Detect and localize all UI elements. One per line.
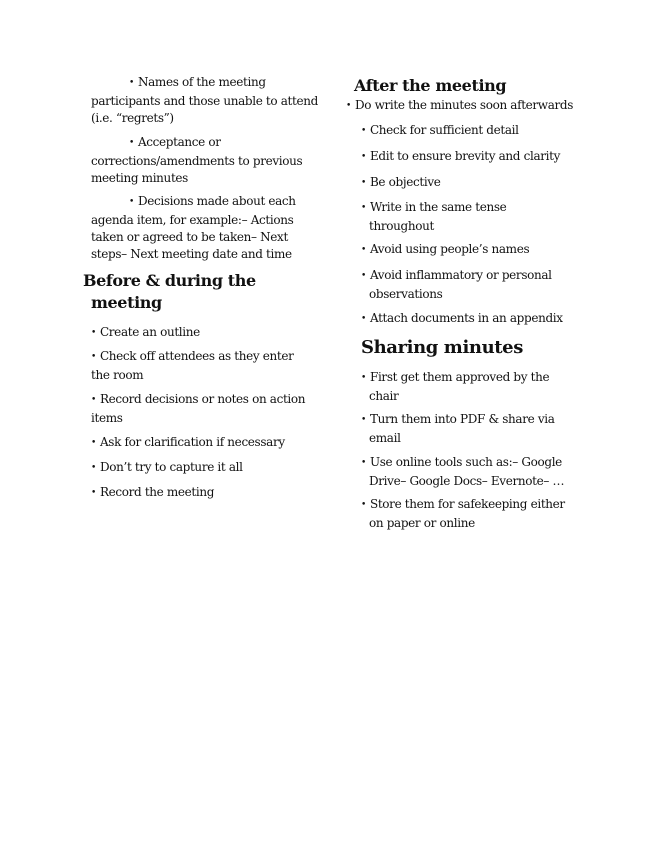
list-item-participants: • Names of the meeting participants and those unable to attend (i.e. “regrets”): [91, 74, 321, 127]
list-item-pdf-share: • Turn them into PDF & share via email: [361, 411, 564, 447]
list-item-objective: • Be objective: [361, 174, 561, 193]
list-item-same-tense: • Write in the same tense throughout: [361, 199, 527, 235]
list-item-sufficient-detail: • Check for sufficient detail: [361, 122, 561, 141]
list-item-write-soon: • Do write the minutes soon afterwards: [346, 97, 586, 116]
list-item-brevity: • Edit to ensure brevity and clarity: [361, 148, 571, 167]
heading-after-meeting: After the meeting: [354, 76, 507, 95]
list-item-check-off: • Check off attendees as they enter the room: [91, 348, 309, 384]
list-item-store-safekeeping: • Store them for safekeeping either on paper or online: [361, 496, 569, 532]
list-item-avoid-names: • Avoid using people’s names: [361, 241, 571, 260]
list-item-record-decisions: • Record decisions or notes on action items: [91, 391, 306, 427]
list-item-attach-documents: • Attach documents in an appendix: [361, 310, 576, 329]
list-item-decisions: • Decisions made about each agenda item, for example:– Actions taken or agreed to be taken– Next steps– Next meeting date and time: [91, 193, 301, 263]
heading-before-during: Before & during the meeting: [83, 271, 256, 312]
list-item-avoid-inflammatory: • Avoid inflammatory or personal observations: [361, 267, 569, 303]
heading-sharing-minutes: Sharing minutes: [361, 337, 523, 358]
list-item-record-meeting: • Record the meeting: [91, 484, 311, 503]
list-item-approved-chair: • First get them approved by the chair: [361, 369, 564, 405]
list-item-clarification: • Ask for clarification if necessary: [91, 434, 311, 453]
list-item-acceptance: • Acceptance or corrections/amendments to previous meeting minutes: [91, 134, 311, 187]
list-item-outline: • Create an outline: [91, 324, 311, 343]
list-item-online-tools: • Use online tools such as:– Google Drive– Google Docs– Evernote– …: [361, 454, 574, 490]
list-item-dont-capture: • Don’t try to capture it all: [91, 459, 311, 478]
